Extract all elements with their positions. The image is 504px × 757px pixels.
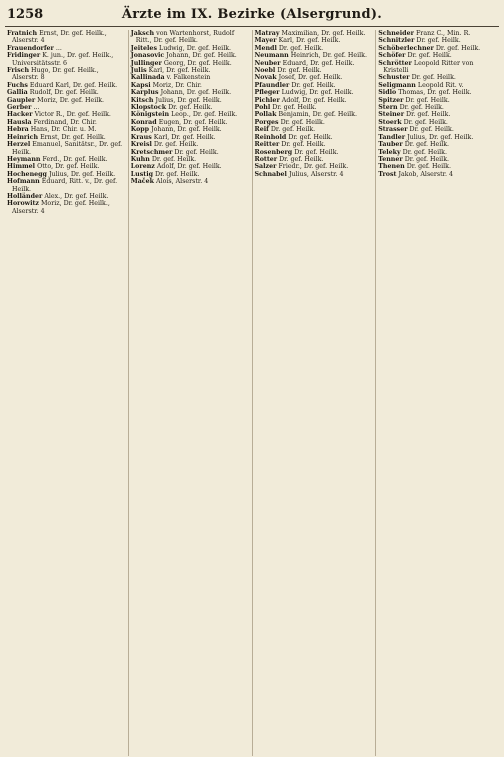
entry-details: Dr. gef. Heilk. xyxy=(402,148,447,156)
entry-details: Dr. gef. Heilk. xyxy=(404,155,450,163)
entry-details: Karl, Dr. gef. Heilk. xyxy=(153,133,216,141)
directory-entry xyxy=(131,60,250,67)
entry-name: Schneider xyxy=(378,30,414,37)
entry-name: Schrötter xyxy=(378,59,412,67)
directory-entry xyxy=(255,171,374,178)
directory-entry xyxy=(7,45,126,52)
directory-entry xyxy=(255,52,374,59)
directory-entry xyxy=(131,126,250,133)
entry-name: Jaksch xyxy=(130,30,155,37)
directory-entry xyxy=(131,119,250,126)
directory-entry xyxy=(7,89,126,96)
entry-name: Heinrich xyxy=(7,133,39,141)
entry-details: Georg, Dr. gef. Heilk. xyxy=(163,59,232,67)
entry-details: Dr. gef. Heilk. xyxy=(174,148,219,156)
column-4 xyxy=(376,30,499,756)
entry-details: Julius, Dr. gef. Heilk. xyxy=(155,96,222,104)
entry-details: Dr. gef. Heilk. xyxy=(151,155,197,163)
directory-entry xyxy=(255,74,374,81)
entry-name: Spitzer xyxy=(378,96,404,104)
column-1 xyxy=(5,30,129,756)
directory-entry xyxy=(131,67,250,74)
entry-details: Hans, Dr. Chir. u. M. xyxy=(30,126,97,134)
directory-entry xyxy=(378,60,497,75)
entry-name: Matray xyxy=(254,30,280,37)
entry-details: Ernst, Dr. gef. Heilk. xyxy=(40,133,106,141)
entry-details: Eduard, Dr. gef. Heilk. xyxy=(282,59,355,67)
directory-entry xyxy=(7,97,126,104)
directory-entry xyxy=(255,163,374,170)
directory-entry xyxy=(131,178,250,185)
entry-name: Kreisl xyxy=(130,141,152,149)
entry-details: Moriz, Dr. gef. Heilk. xyxy=(37,96,105,104)
entry-name: Hebra xyxy=(7,126,29,134)
directory-entry xyxy=(131,52,250,59)
entry-name: Himmel xyxy=(7,163,36,171)
directory-entry xyxy=(378,30,497,37)
entry-name: Hacker xyxy=(7,111,33,119)
entry-name: Konrad xyxy=(130,118,157,126)
entry-name: Kraus xyxy=(130,133,152,141)
entry-name: Neuber xyxy=(254,59,281,67)
entry-name: Tandler xyxy=(378,133,406,141)
entry-name: Neumann xyxy=(254,52,289,60)
entry-details: Friedr., Dr. gef. Heilk. xyxy=(278,163,349,171)
directory-entry xyxy=(131,89,250,96)
entry-details: Dr. gef. Heilk. xyxy=(406,163,452,171)
entry-details: Ludwig, Dr. gef. Heilk. xyxy=(159,44,232,52)
entry-name: Klopstock xyxy=(130,104,167,112)
entry-details: Maximilian, Dr. gef. Heilk. xyxy=(281,30,366,37)
entry-details: Dr. gef. Heilk. xyxy=(399,104,444,112)
directory-entry xyxy=(131,156,250,163)
entry-details: Dr. gef. Heilk. xyxy=(153,141,199,149)
entry-details: Heinrich, Dr. gef. Heilk. xyxy=(290,52,367,60)
entry-details: Eduard Karl, Dr. gef. Heilk. xyxy=(29,81,118,89)
directory-entry xyxy=(7,193,126,200)
directory-entry xyxy=(255,149,374,156)
entry-details: Adolf, Dr. gef. Heilk. xyxy=(281,96,347,104)
directory-entry xyxy=(131,74,250,81)
entry-name: Fratnich xyxy=(7,30,38,37)
entry-name: Frisch xyxy=(7,67,30,75)
entry-details: Dr. gef. Heilk. xyxy=(288,133,333,141)
entry-details: Leop., Dr. gef. Heilk. xyxy=(171,111,238,119)
entry-details: v. Falkenstein xyxy=(166,74,211,82)
entry-details: Dr. gef. Heilk. xyxy=(281,141,326,149)
directory-entry xyxy=(255,60,374,67)
entry-details: Franz C., Min. R. xyxy=(415,30,471,37)
entry-name: Hausla xyxy=(7,118,32,126)
entry-name: Pichler xyxy=(254,96,280,104)
directory-entry xyxy=(7,111,126,118)
entry-name: Jonasovic xyxy=(130,52,165,60)
entry-details: Julius, Alserstr. 4 xyxy=(288,170,344,178)
entry-details: Johann, Dr. gef. Heilk. xyxy=(151,126,222,134)
entry-name: Pohl xyxy=(254,104,271,112)
entry-details: Dr. gef. Heilk. xyxy=(168,104,213,112)
entry-details: Dr. gef. Heilk. xyxy=(407,52,452,60)
page-header xyxy=(5,6,499,27)
directory-entry xyxy=(255,111,374,118)
directory-entry xyxy=(378,89,497,96)
entry-name: Teleky xyxy=(378,148,401,156)
directory-entry xyxy=(7,178,126,193)
entry-name: Reif xyxy=(254,126,269,134)
entry-name: Rotter xyxy=(254,155,278,163)
entry-name: Stoerk xyxy=(378,118,402,126)
entry-name: Gallia xyxy=(7,89,28,97)
directory-entry xyxy=(378,74,497,81)
entry-name: Seligmann xyxy=(378,81,416,89)
entry-details: Dr. gef. Heilk. xyxy=(155,170,200,178)
directory-entry xyxy=(255,97,374,104)
directory-entry xyxy=(378,119,497,126)
entry-name: Fuchs xyxy=(7,81,28,89)
directory-entry xyxy=(255,67,374,74)
directory-entry xyxy=(378,141,497,148)
entry-details: Dr. gef. Heilk. xyxy=(409,126,454,134)
entry-name: Novak xyxy=(254,74,277,82)
entry-name: Karplus xyxy=(130,89,159,97)
directory-entry xyxy=(7,104,126,111)
entry-name: Schnitzler xyxy=(378,37,415,45)
entry-details: ... xyxy=(33,104,40,112)
page-number: 1258 xyxy=(7,7,44,22)
entry-details: Dr. gef. Heilk. xyxy=(270,126,316,134)
entry-name: Gaupler xyxy=(7,96,36,104)
entry-name: Schöberlechner xyxy=(378,44,434,52)
directory-entry xyxy=(131,111,250,118)
entry-name: Horowitz xyxy=(7,200,39,208)
entry-details: Dr. gef. Heilk. xyxy=(435,44,481,52)
entry-name: Hofmann xyxy=(7,178,40,186)
entry-name: Tenner xyxy=(378,155,403,163)
entry-details: Leopold Ritter von Kristelli xyxy=(383,59,474,75)
directory-entry xyxy=(255,45,374,52)
entry-details: Thomas, Dr. gef. Heilk. xyxy=(398,89,472,97)
directory-entry xyxy=(255,134,374,141)
entry-name: Strasser xyxy=(378,126,408,134)
directory-entry xyxy=(131,134,250,141)
entry-details: Ludwig, Dr. gef. Heilk. xyxy=(281,89,354,97)
entry-details: Karl, Dr. gef. Heilk. xyxy=(148,67,211,75)
entry-name: Kapsi xyxy=(130,81,151,89)
directory-entry xyxy=(131,45,250,52)
entry-name: Fridinger xyxy=(7,52,41,60)
directory-entry xyxy=(131,171,250,178)
entry-name: Salzer xyxy=(254,163,277,171)
directory-entry xyxy=(7,82,126,89)
directory-entry xyxy=(7,141,126,156)
entry-name: Frauendorfer xyxy=(7,44,54,52)
entry-name: Pfaundler xyxy=(254,81,290,89)
entry-details: Dr. gef. Heilk. xyxy=(277,67,322,75)
entry-details: Emanuel, Sanitätsr., Dr. gef. Heilk. xyxy=(12,141,123,156)
directory-entry xyxy=(255,82,374,89)
entry-name: Sidlo xyxy=(378,89,397,97)
entry-name: Schöfer xyxy=(378,52,406,60)
directory-entry xyxy=(378,45,497,52)
directory-entry xyxy=(255,30,374,37)
entry-details: Dr. gef. Heilk. xyxy=(405,96,450,104)
entry-details: Rudolf, Dr. gef. Heilk. xyxy=(29,89,99,97)
entry-name: Reitter xyxy=(254,141,280,149)
entry-details: K. jun., Dr. gef. Heilk., Universitätsstr. 6 xyxy=(12,52,114,67)
directory-entry xyxy=(378,149,497,156)
entry-name: Steiner xyxy=(378,111,405,119)
entry-details: Julius, Dr. gef. Heilk. xyxy=(407,133,474,141)
entry-name: Rosenberg xyxy=(254,148,293,156)
entry-name: Königstein xyxy=(130,111,170,119)
entry-name: Kallinada xyxy=(130,74,165,82)
entry-details: Dr. gef. Heilk. xyxy=(406,111,451,119)
directory-entry xyxy=(131,30,250,45)
entry-details: Ferdinand, Dr. Chir. xyxy=(33,118,97,126)
directory-entry xyxy=(378,97,497,104)
directory-entry xyxy=(378,163,497,170)
column-2 xyxy=(129,30,253,756)
entry-name: Porges xyxy=(254,118,279,126)
entry-details: von Wartenhorst, Rudolf Ritt., Dr. gef. Heilk. xyxy=(135,30,235,45)
entry-details: Dr. gef. Heilk. xyxy=(294,148,339,156)
directory-columns xyxy=(5,30,499,756)
entry-details: Dr. gef. Heilk. xyxy=(280,118,325,126)
entry-details: Benjamin, Dr. gef. Heilk. xyxy=(278,111,357,119)
entry-name: Holländer xyxy=(7,192,43,200)
entry-name: Hochenegg xyxy=(7,170,47,178)
column-3 xyxy=(253,30,377,756)
directory-entry xyxy=(7,30,126,45)
entry-name: Schuster xyxy=(378,74,410,82)
entry-name: Heymann xyxy=(7,155,41,163)
directory-entry xyxy=(255,37,374,44)
directory-entry xyxy=(7,67,126,82)
entry-name: Mendl xyxy=(254,44,277,52)
directory-entry xyxy=(7,134,126,141)
entry-name: Trost xyxy=(378,170,397,178)
directory-entry xyxy=(131,104,250,111)
entry-details: Karl, Dr. gef. Heilk. xyxy=(278,37,341,45)
directory-entry xyxy=(378,111,497,118)
entry-name: Gerber xyxy=(7,104,32,112)
directory-entry xyxy=(378,156,497,163)
entry-details: Dr. gef. Heilk. xyxy=(416,37,461,45)
entry-name: Herzel xyxy=(7,141,31,149)
directory-entry xyxy=(255,119,374,126)
directory-entry xyxy=(131,97,250,104)
entry-name: Mayer xyxy=(254,37,277,45)
directory-entry xyxy=(255,104,374,111)
entry-details: Eugen, Dr. gef. Heilk. xyxy=(158,118,228,126)
entry-details: Victor R., Dr. gef. Heilk. xyxy=(34,111,111,119)
entry-name: Kitsch xyxy=(130,96,154,104)
directory-entry xyxy=(131,82,250,89)
entry-details: Alex., Dr. gef. Heilk. xyxy=(44,192,109,200)
entry-name: Stern xyxy=(378,104,398,112)
directory-entry xyxy=(255,89,374,96)
directory-entry xyxy=(378,104,497,111)
entry-details: Johann, Dr. gef. Heilk. xyxy=(160,89,232,97)
directory-entry xyxy=(378,171,497,178)
directory-entry xyxy=(7,52,126,67)
entry-name: Julis xyxy=(130,67,147,75)
entry-details: Eduard, Ritt. v., Dr. gef. Heilk. xyxy=(12,178,118,193)
entry-name: Reinhold xyxy=(254,133,287,141)
entry-details: Dr. gef. Heilk. xyxy=(411,74,456,82)
directory-entry xyxy=(131,163,250,170)
directory-entry xyxy=(378,37,497,44)
directory-entry xyxy=(378,52,497,59)
entry-name: Kretschmer xyxy=(130,148,173,156)
entry-details: Dr. gef. Heilk. xyxy=(272,104,317,112)
entry-details: Dr. gef. Heilk. xyxy=(278,44,324,52)
entry-name: Thenen xyxy=(378,163,405,171)
entry-name: Lorenz xyxy=(130,163,155,171)
directory-entry xyxy=(7,119,126,126)
entry-name: Maček xyxy=(130,178,155,186)
directory-entry xyxy=(7,171,126,178)
entry-name: Schnabel xyxy=(254,170,287,178)
entry-name: Noebl xyxy=(254,67,276,75)
entry-details: Adolf, Dr. gef. Heilk. xyxy=(156,163,222,171)
directory-entry xyxy=(255,156,374,163)
entry-details: Moriz, Dr. Chir. xyxy=(152,81,202,89)
directory-entry xyxy=(7,156,126,163)
entry-name: Pollak xyxy=(254,111,277,119)
entry-details: Otto, Dr. gef. Heilk. xyxy=(37,163,100,171)
entry-name: Kopp xyxy=(130,126,150,134)
entry-details: Hugo, Dr. gef. Heilk., Alserstr. 8 xyxy=(12,67,99,82)
entry-details: Dr. gef. Heilk. xyxy=(291,81,336,89)
entry-details: Josef, Dr. gef. Heilk. xyxy=(278,74,343,82)
entry-details: Jakob, Alserstr. 4 xyxy=(398,170,454,178)
entry-details: Dr. gef. Heilk. xyxy=(404,141,450,149)
directory-entry xyxy=(378,82,497,89)
entry-name: Tauber xyxy=(378,141,403,149)
entry-details: Moriz, Dr. gef. Heilk., Alserstr. 4 xyxy=(12,200,110,215)
entry-details: Dr. gef. Heilk. xyxy=(279,155,324,163)
directory-entry xyxy=(255,141,374,148)
entry-name: Pfleger xyxy=(254,89,280,97)
entry-details: Dr. gef. Heilk. xyxy=(403,118,448,126)
entry-name: Jeiteles xyxy=(130,44,157,52)
entry-name: Kuhn xyxy=(130,155,150,163)
directory-entry xyxy=(131,141,250,148)
directory-entry xyxy=(7,126,126,133)
entry-details: Johann, Dr. gef. Heilk. xyxy=(166,52,237,60)
entry-details: Alois, Alserstr. 4 xyxy=(156,178,209,186)
entry-name: Lustig xyxy=(130,170,154,178)
directory-entry xyxy=(255,126,374,133)
entry-details: Ernst, Dr. gef. Heilk., Alserstr. 4 xyxy=(12,30,107,45)
entry-details: Julius, Dr. gef. Heilk. xyxy=(48,170,116,178)
directory-entry xyxy=(378,126,497,133)
page-title: Ärzte im IX. Bezirke (Alsergrund). xyxy=(121,7,383,22)
directory-entry xyxy=(131,149,250,156)
directory-entry xyxy=(378,134,497,141)
entry-details: Ferd., Dr. gef. Heilk. xyxy=(42,155,108,163)
directory-entry xyxy=(7,200,126,215)
entry-details: Leopold Rit. v. xyxy=(417,81,464,89)
entry-name: Jullinger xyxy=(130,59,162,67)
directory-entry xyxy=(7,163,126,170)
entry-details: ... xyxy=(55,44,62,52)
